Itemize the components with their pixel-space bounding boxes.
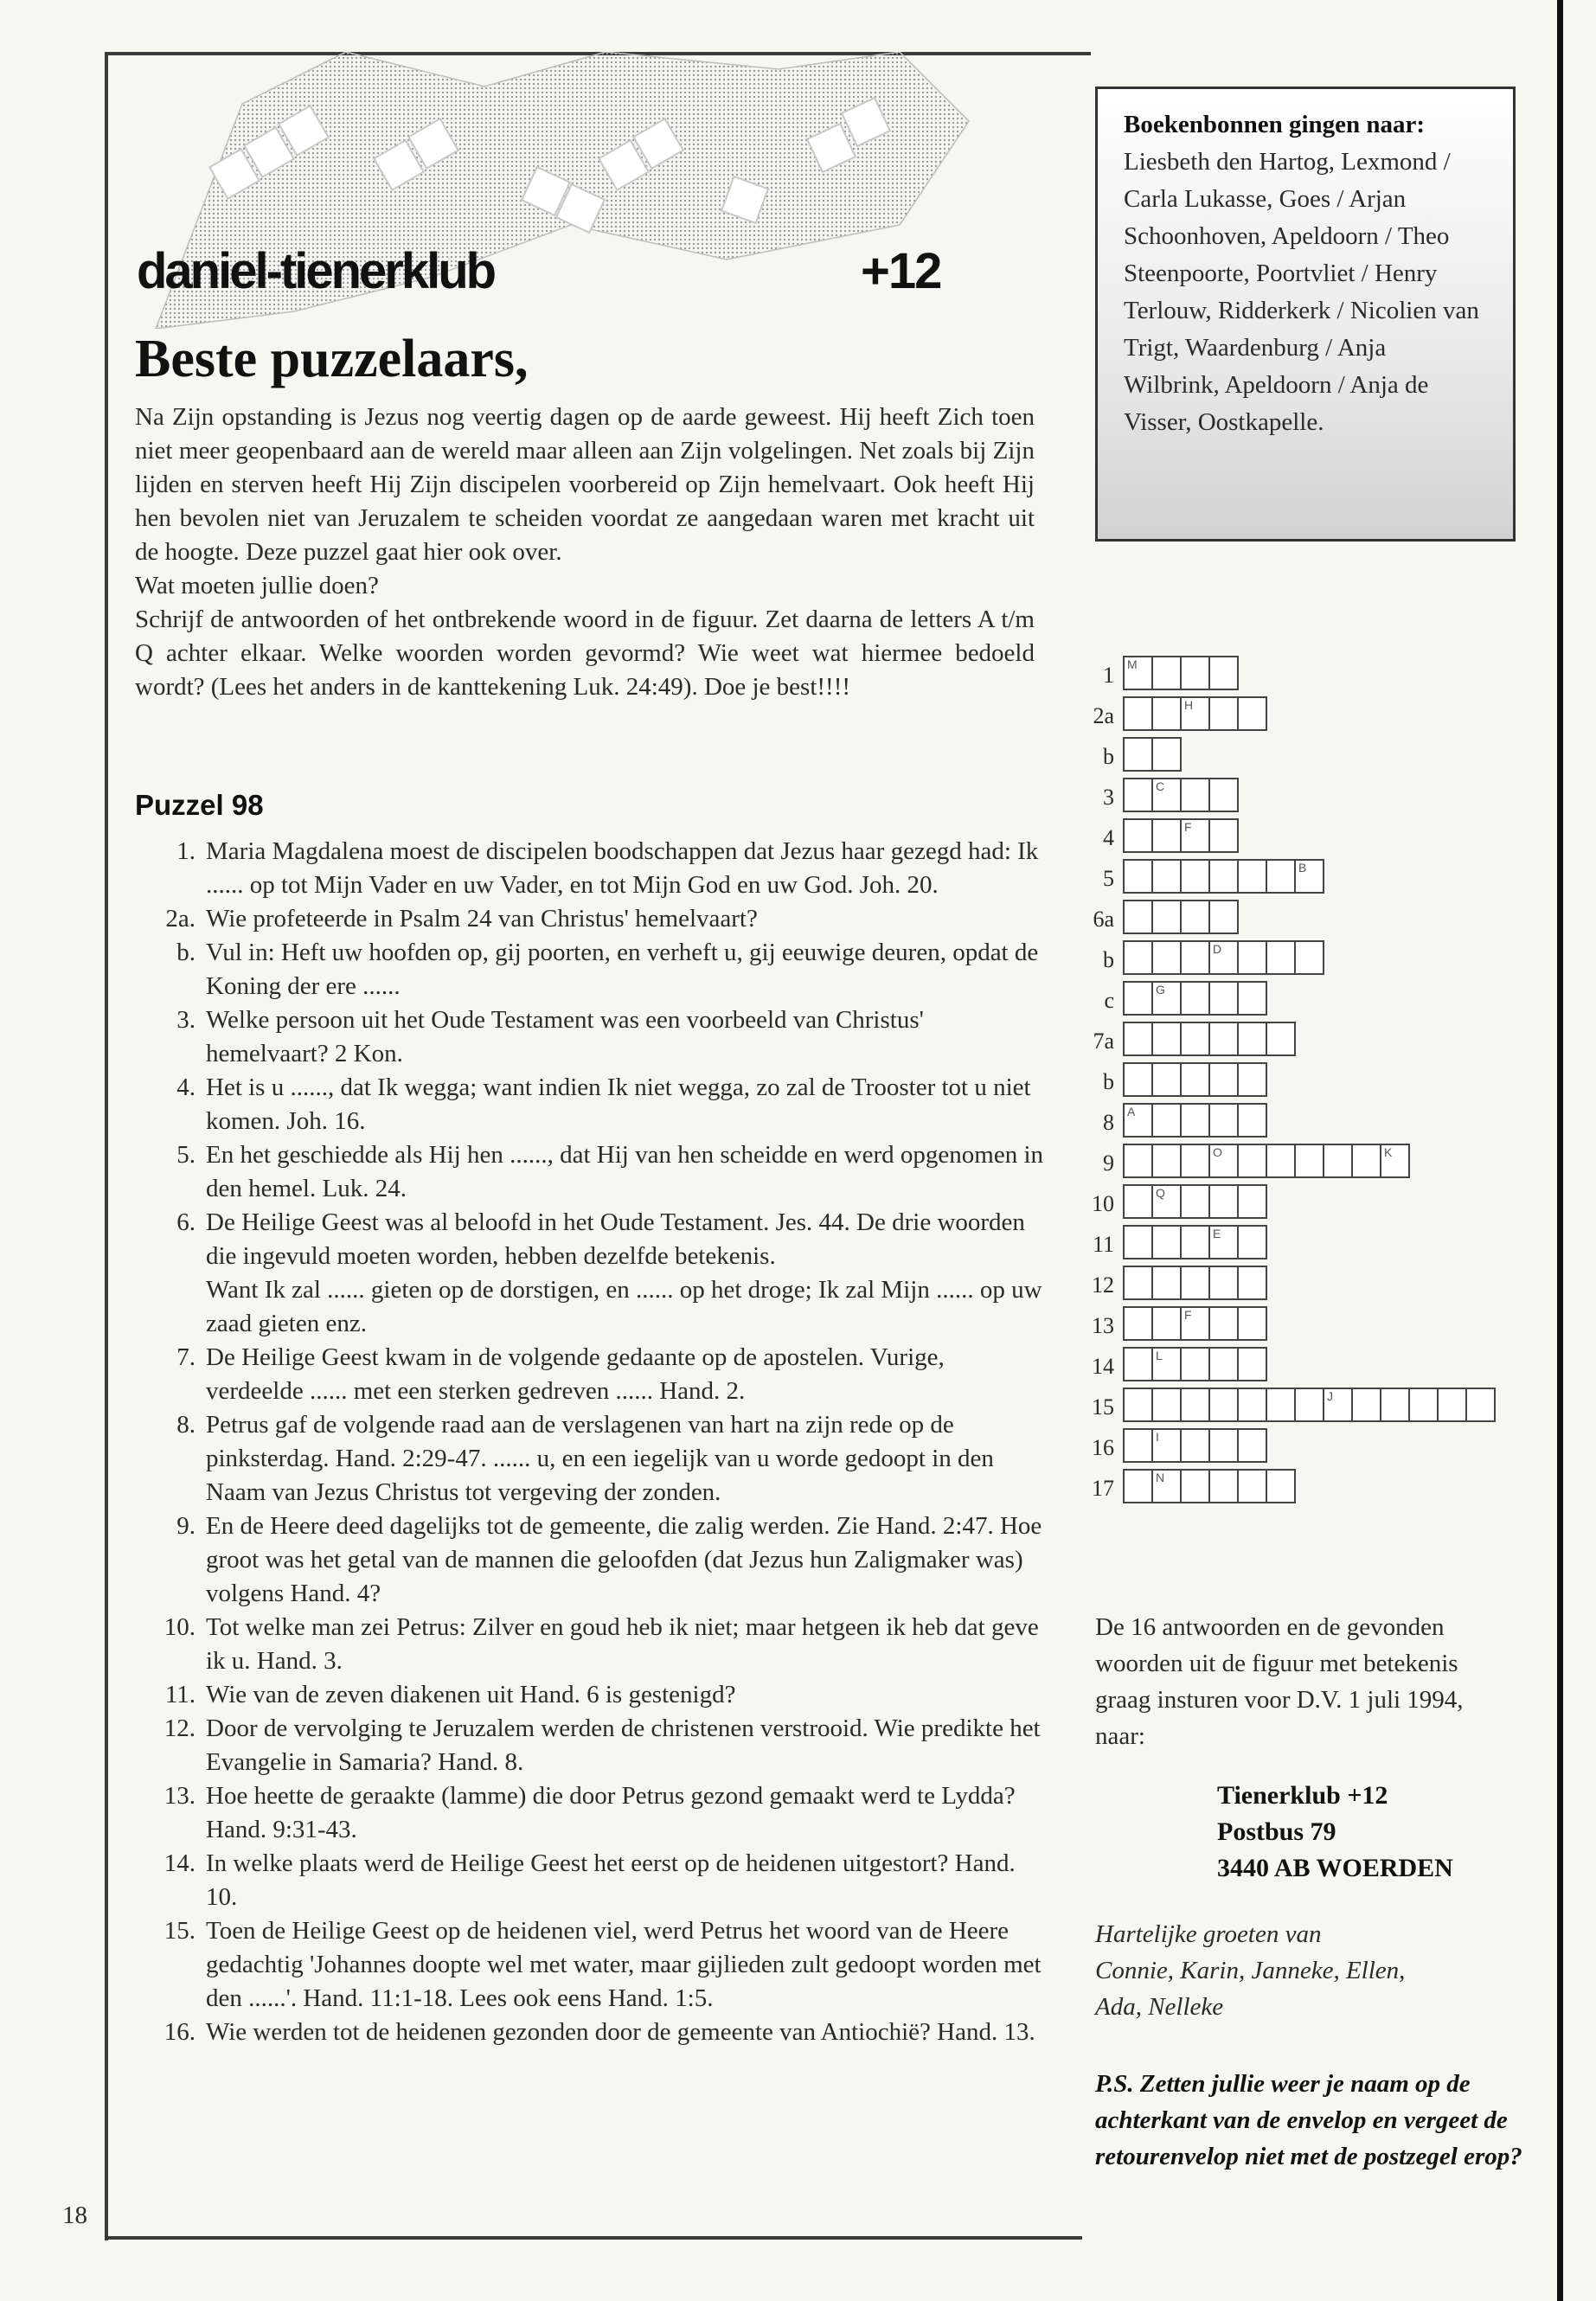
grid-cell[interactable] [1180,656,1210,690]
grid-cell-letter: A [1127,1105,1136,1118]
grid-row-label: 10 [1092,1191,1114,1216]
grid-cell[interactable] [1151,818,1182,853]
question-item [135,1071,1043,1138]
question-number: 2a. [165,905,195,933]
grid-row-label: 16 [1092,1435,1114,1460]
grid-cell[interactable] [1208,1022,1239,1056]
grid-cell[interactable] [1123,1347,1153,1381]
grid-cell[interactable] [1123,1306,1153,1341]
address-line: Tienerklub +12 [1217,1781,1388,1810]
question-text: Wie werden tot de heidenen gezonden door de gemeente van Antiochië? Hand. 13. [206,2018,1035,2046]
grid-cell[interactable] [1180,1062,1210,1097]
grid-cell[interactable] [1237,859,1267,894]
grid-cell[interactable] [1294,940,1324,975]
grid-cell[interactable] [1151,656,1182,690]
grid-cell[interactable] [1465,1388,1496,1422]
grid-cell[interactable] [1294,1388,1324,1422]
grid-cell[interactable] [1151,737,1182,772]
winners-heading: Boekenbonnen gingen naar: [1124,111,1426,138]
question-number: 10. [163,1613,195,1641]
grid-cell[interactable] [1237,696,1267,731]
question-item [135,1003,1043,1071]
address-line: 3440 AB WOERDEN [1217,1854,1453,1882]
grid-cell[interactable] [1123,1225,1153,1259]
grid-row-label: 14 [1092,1354,1114,1379]
grid-cell[interactable] [1180,900,1210,934]
grid-cell[interactable] [1123,656,1153,690]
club-name: daniel-tienerklub [137,243,495,299]
grid-row-label: b [1103,744,1114,769]
question-text: Het is u ......, dat Ik wegga; want indien Ik niet wegga, zo zal de Trooster tot u niet komen. Joh. 16. [206,1074,1031,1135]
question-item [135,1779,1043,1847]
question-item [135,1509,1043,1611]
grid-cell[interactable] [1151,778,1182,812]
question-number: 13. [163,1782,195,1810]
grid-cell[interactable] [1180,1225,1210,1259]
question-number: 9. [176,1512,195,1540]
grid-cell[interactable] [1151,696,1182,731]
question-item [135,1611,1043,1678]
question-number: 6. [176,1208,195,1236]
grid-row-label: 15 [1092,1394,1114,1420]
grid-row-label: 3 [1103,785,1114,810]
grid-cell[interactable] [1123,1144,1153,1178]
grid-cell[interactable] [1237,1388,1267,1422]
question-text: Petrus gaf de volgende raad aan de verslagenen van hart na zijn rede op de pinksterdag. Hand. 2:29-47. ...... u, en een iegelijk van u worde gedoopt in den Naam van Jezus Christus tot vergeving der zonden. [206,1411,994,1506]
grid-cell-letter: L [1156,1349,1163,1362]
grid-cell[interactable] [1294,859,1324,894]
grid-cell-letter: B [1298,861,1307,875]
grid-cell-letter: F [1184,820,1192,834]
grid-cell[interactable] [1180,1306,1210,1341]
question-number: 15. [163,1917,195,1945]
question-item [135,1341,1043,1408]
greeting-line: Ada, Nelleke [1095,1993,1224,2021]
grid-cell[interactable] [1208,656,1239,690]
grid-cell[interactable] [1208,900,1239,934]
question-item [135,1206,1043,1273]
question-item [135,2016,1043,2049]
grid-cell[interactable] [1237,1306,1267,1341]
grid-cell[interactable] [1237,1428,1267,1463]
page-number: 18 [62,2202,87,2229]
grid-cell[interactable] [1123,859,1153,894]
question-list [135,835,1043,2049]
question-item [135,936,1043,1003]
grid-row-label: b [1103,1069,1114,1094]
question-number: 8. [176,1411,195,1439]
greeting-line: Hartelijke groeten van [1095,1920,1322,1948]
question-number: 12. [163,1715,195,1742]
grid-cell[interactable] [1208,1306,1239,1341]
grid-row-label: 13 [1092,1313,1114,1338]
page-title: Beste puzzelaars, [135,330,529,388]
postscript: P.S. Zetten jullie weer je naam op de achterkant van de envelop en vergeet de retourenvelop niet met de postzegel erop? [1095,2070,1522,2170]
grid-cell-letter: G [1156,983,1165,997]
send-instructions: De 16 antwoorden en de gevonden woorden uit de figuur met betekenis graag insturen voor D.V. 1 juli 1994, naar: [1095,1613,1464,1750]
grid-cell[interactable] [1180,818,1210,853]
question-text: Wie profeteerde in Psalm 24 van Christus' hemelvaart? [206,905,758,933]
question-text: En de Heere deed dagelijks tot de gemeente, die zalig werden. Zie Hand. 2:47. Hoe groot was het getal van de mannen die geloofden (dat Jezus hun Zaligmaker was) volgens Hand. 4? [206,1512,1042,1607]
grid-cell[interactable] [1180,1266,1210,1300]
question-text: In welke plaats werd de Heilige Geest het eerst op de heidenen uitgestort? Hand. 10. [206,1849,1016,1911]
grid-row-label: 12 [1092,1272,1114,1298]
grid-cell[interactable] [1123,696,1153,731]
grid-cell[interactable] [1237,1144,1267,1178]
grid-cell[interactable] [1208,1347,1239,1381]
grid-cell[interactable] [1151,981,1182,1016]
grid-cell[interactable] [1180,778,1210,812]
grid-cell-letter: F [1184,1308,1192,1322]
grid-cell[interactable] [1237,1266,1267,1300]
grid-row-label: 9 [1103,1150,1114,1176]
grid-cell-letter: N [1156,1471,1165,1484]
grid-cell-letter: D [1213,942,1222,956]
grid-row-label: 4 [1103,825,1114,850]
grid-cell[interactable] [1208,1388,1239,1422]
grid-cell[interactable] [1151,1306,1182,1341]
question-text: En het geschiedde als Hij hen ......, dat Hij van hen scheidde en werd opgenomen in den hemel. Luk. 24. [206,1141,1044,1202]
question-text: De Heilige Geest kwam in de volgende gedaante op de apostelen. Vurige, verdeelde ...... met een sterken gedreven ...... Hand. 2. [206,1343,945,1405]
grid-cell[interactable] [1123,1428,1153,1463]
grid-cell[interactable] [1180,696,1210,731]
question-number: 16. [163,2018,195,2046]
grid-cell[interactable] [1123,940,1153,975]
grid-cell[interactable] [1266,1022,1296,1056]
grid-cell[interactable] [1266,1388,1296,1422]
grid-cell[interactable] [1237,1022,1267,1056]
grid-row-label: c [1104,988,1114,1013]
grid-cell[interactable] [1151,940,1182,975]
grid-cell[interactable] [1237,940,1267,975]
club-age-badge: +12 [861,243,941,299]
grid-row-label: 11 [1092,1232,1114,1257]
question-item [135,1847,1043,1914]
grid-cell[interactable] [1123,1022,1153,1056]
grid-cell[interactable] [1208,818,1239,853]
grid-cell[interactable] [1151,900,1182,934]
question-item [135,1712,1043,1779]
question-text: Tot welke man zei Petrus: Zilver en goud heb ik niet; maar hetgeen ik heb dat geve ik u. Hand. 3. [206,1613,1039,1675]
grid-row-label: 5 [1103,866,1114,891]
grid-cell[interactable] [1437,1388,1467,1422]
question-item [135,1914,1043,2016]
question-text: Door de vervolging te Jeruzalem werden de christenen verstrooid. Wie predikte het Evangelie in Samaria? Hand. 8. [206,1715,1041,1776]
address-line: Postbus 79 [1217,1817,1336,1846]
grid-row-label: 8 [1103,1110,1114,1135]
grid-cell[interactable] [1208,1225,1239,1259]
grid-cell[interactable] [1266,1469,1296,1503]
grid-cell-letter: E [1213,1227,1221,1240]
winners-box [1095,87,1516,542]
grid-cell[interactable] [1151,1225,1182,1259]
grid-row-label: b [1103,947,1114,972]
greeting-line: Connie, Karin, Janneke, Ellen, [1095,1957,1406,1984]
grid-cell[interactable] [1266,859,1296,894]
grid-cell[interactable] [1180,1428,1210,1463]
intro-paragraph: Wat moeten jullie doen? [135,572,379,599]
grid-cell-letter: K [1384,1145,1393,1159]
grid-cell[interactable] [1237,1103,1267,1138]
grid-cell[interactable] [1151,1144,1182,1178]
grid-cell[interactable] [1180,1103,1210,1138]
grid-cell[interactable] [1123,737,1153,772]
question-number: 14. [163,1849,195,1877]
grid-cell[interactable] [1237,1184,1267,1219]
grid-cell[interactable] [1180,1347,1210,1381]
grid-cell[interactable] [1123,1469,1153,1503]
question-number: 11. [164,1681,195,1708]
question-number: 3. [176,1006,195,1034]
grid-cell[interactable] [1208,696,1239,731]
grid-cell[interactable] [1180,1469,1210,1503]
question-text: Wie van de zeven diakenen uit Hand. 6 is gestenigd? [206,1681,736,1708]
grid-cell[interactable] [1237,1347,1267,1381]
grid-cell[interactable] [1123,1184,1153,1219]
grid-cell[interactable] [1208,940,1239,975]
question-text: Hoe heette de geraakte (lamme) die door Petrus gezond gemaakt werd te Lydda? Hand. 9:31-43. [206,1782,1016,1843]
question-text: Toen de Heilige Geest op de heidenen viel, werd Petrus het woord van de Heere gedachtig 'Johannes doopte wel met water, maar gijlieden zult gedoopt worden met den ......'. Hand. 11:1-18. Lees ook eens Hand. 1:5. [206,1917,1042,2012]
grid-cell[interactable] [1123,778,1153,812]
intro-text [135,401,1035,704]
grid-row-label: 17 [1092,1476,1114,1501]
question-number: 7. [176,1343,195,1371]
question-number: 1. [176,837,195,865]
grid-cell[interactable] [1123,1388,1153,1422]
grid-cell[interactable] [1180,859,1210,894]
intro-paragraph: Schrijf de antwoorden of het ontbrekende woord in de figuur. Zet daarna de letters A t/m Q achter elkaar. Welke woorden worden gevormd? Wie weet wat hiermee bedoeld wordt? (Lees het anders in de kanttekening Luk. 24:49). Doe je best!!!! [135,606,1035,701]
intro-paragraph: Na Zijn opstanding is Jezus nog veertig dagen op de aarde geweest. Hij heeft Zich toen niet meer geopenbaard aan de wereld maar alleen aan Zijn volgelingen. Net zoals bij Zijn lijden en sterven heeft Hij Zijn discipelen voorbereid op Zijn hemelvaart. Ook heeft Hij hen bevolen niet van Jeruzalem te scheiden voordat ze aangedaan waren met kracht uit de hoogte. Deze puzzel gaat hier ook over. [135,403,1035,566]
question-number [135,1273,206,1341]
grid-cell[interactable] [1123,1062,1153,1097]
question-text: Vul in: Heft uw hoofden op, gij poorten, en verheft u, gij eeuwige deuren, opdat de Koning der ere ...... [206,939,1039,1000]
question-number: 5. [176,1141,195,1169]
grid-cell[interactable] [1208,1062,1239,1097]
grid-cell-letter: Q [1156,1186,1165,1200]
grid-cell[interactable] [1151,1022,1182,1056]
grid-cell[interactable] [1208,1144,1239,1178]
grid-cell-letter: I [1156,1430,1159,1444]
grid-cell[interactable] [1180,1184,1210,1219]
question-item [135,1273,1043,1341]
grid-cell[interactable] [1123,1103,1153,1138]
winners-names: Liesbeth den Hartog, Lexmond / Carla Lukasse, Goes / Arjan Schoonhoven, Apeldoorn / Theo Steenpoorte, Poortvliet / Henry Terlouw, Ridderkerk / Nicolien van Trigt, Waardenburg / Anja Wilbrink, Apeldoorn / Anja de Visser, Oostkapelle. [1124,148,1479,436]
grid-cell[interactable] [1151,1469,1182,1503]
grid-cell[interactable] [1208,778,1239,812]
grid-cell[interactable] [1151,1184,1182,1219]
question-item [135,902,1043,936]
grid-cell[interactable] [1351,1144,1381,1178]
frame-bottom-rule [105,2236,1082,2240]
grid-cell[interactable] [1380,1388,1410,1422]
grid-cell[interactable] [1151,1388,1182,1422]
puzzle-title: Puzzel 98 [135,789,264,821]
grid-cell[interactable] [1180,1022,1210,1056]
grid-cell[interactable] [1408,1388,1439,1422]
question-item [135,835,1043,902]
grid-cell[interactable] [1180,1388,1210,1422]
grid-cell[interactable] [1208,1103,1239,1138]
grid-cell[interactable] [1380,1144,1410,1178]
question-text: Want Ik zal ...... gieten op de dorstigen, en ...... op het droge; Ik zal Mijn ...... op uw zaad gieten enz. [206,1276,1042,1337]
crossword-grid [1071,656,1521,1521]
question-item [135,1408,1043,1509]
grid-cell-letter: O [1213,1145,1222,1159]
page-edge [1557,0,1563,2301]
grid-row-label: 2a [1093,703,1114,728]
grid-cell[interactable] [1180,1144,1210,1178]
grid-cell[interactable] [1237,981,1267,1016]
grid-cell[interactable] [1208,1428,1239,1463]
grid-cell[interactable] [1123,818,1153,853]
grid-row-label: 7a [1093,1029,1114,1054]
question-item [135,1678,1043,1712]
grid-cell[interactable] [1123,1266,1153,1300]
grid-cell[interactable] [1208,859,1239,894]
grid-cell-letter: J [1327,1389,1333,1403]
grid-cell[interactable] [1180,940,1210,975]
grid-cell[interactable] [1208,1184,1239,1219]
frame-left-rule [105,52,108,2240]
grid-cell[interactable] [1151,1428,1182,1463]
grid-cell[interactable] [1151,1266,1182,1300]
grid-cell[interactable] [1351,1388,1381,1422]
grid-cell[interactable] [1151,1062,1182,1097]
grid-cell[interactable] [1180,981,1210,1016]
grid-cell[interactable] [1151,1347,1182,1381]
grid-cell-letter: M [1127,657,1138,671]
mailing-address [1217,1778,1453,1887]
grid-cell[interactable] [1266,940,1296,975]
question-text: Maria Magdalena moest de discipelen boodschappen dat Jezus haar gezegd had: Ik ...... op tot Mijn Vader en uw Vader, en tot Mijn God en uw God. Joh. 20. [206,837,1039,899]
question-item [135,1138,1043,1206]
grid-cell[interactable] [1208,1266,1239,1300]
question-number: b. [176,939,195,966]
grid-cell[interactable] [1208,1469,1239,1503]
grid-cell[interactable] [1237,1062,1267,1097]
grid-row-label: 1 [1103,663,1114,688]
question-text: Welke persoon uit het Oude Testament was een voorbeeld van Christus' hemelvaart? 2 Kon. [206,1006,924,1067]
grid-cell[interactable] [1208,981,1239,1016]
grid-cell[interactable] [1151,1103,1182,1138]
grid-cell[interactable] [1123,981,1153,1016]
question-number: 4. [176,1074,195,1101]
greeting [1095,1916,1405,2025]
grid-cell-letter: C [1156,779,1165,793]
grid-cell[interactable] [1237,1469,1267,1503]
grid-cell[interactable] [1294,1144,1324,1178]
grid-cell[interactable] [1323,1144,1353,1178]
question-text: De Heilige Geest was al beloofd in het Oude Testament. Jes. 44. De drie woorden die ingevuld moeten worden, hebben dezelfde betekenis. [206,1208,1025,1270]
grid-cell[interactable] [1266,1144,1296,1178]
grid-cell[interactable] [1237,1225,1267,1259]
grid-row-label: 6a [1093,907,1114,932]
grid-cell[interactable] [1323,1388,1353,1422]
grid-cell[interactable] [1123,900,1153,934]
grid-cell-letter: H [1184,698,1194,712]
grid-cell[interactable] [1151,859,1182,894]
